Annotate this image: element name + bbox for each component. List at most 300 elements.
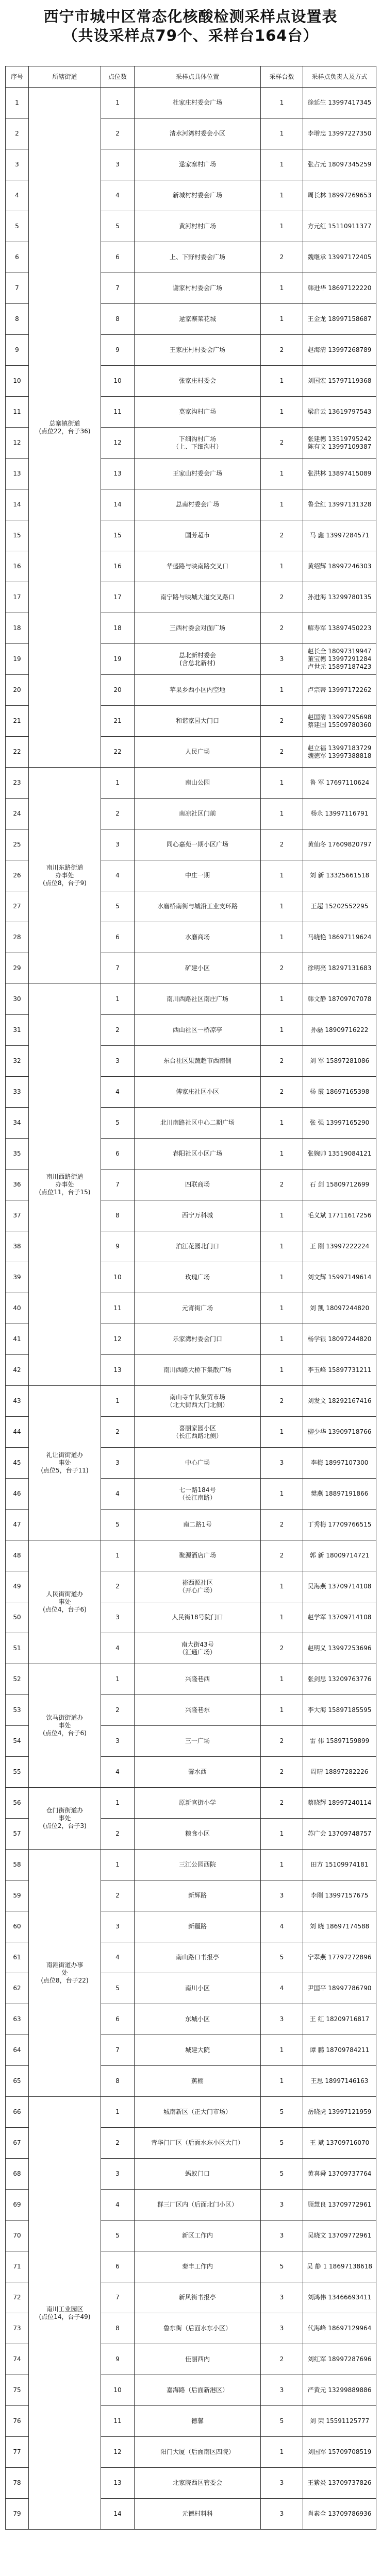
row-station-count: 1 <box>261 1819 303 1850</box>
row-contact: 徐明亮 18297131683 <box>303 953 376 984</box>
row-location: 中庄一期 <box>135 860 261 891</box>
row-contact: 李增忠 13997227350 <box>303 118 376 149</box>
row-contact: 刘鸿伟 13466693411 <box>303 2282 376 2313</box>
row-index: 3 <box>6 149 29 180</box>
row-location: 南二路1号 <box>135 1510 261 1540</box>
row-station-count: 1 <box>261 1850 303 1880</box>
row-index: 34 <box>6 1108 29 1139</box>
row-point-number: 17 <box>101 582 135 613</box>
row-index: 47 <box>6 1510 29 1540</box>
row-station-count: 4 <box>261 1973 303 2004</box>
row-index: 21 <box>6 706 29 737</box>
row-location: 下细沟村广场 （上、下细沟村） <box>135 428 261 459</box>
row-point-number: 3 <box>101 829 135 860</box>
row-contact: 柳少华 13909718766 <box>303 1417 376 1448</box>
street-group-cell: 礼让街街道办 事处 (点位5，台子11) <box>29 1386 101 1540</box>
row-contact: 韩文静 18709707078 <box>303 984 376 1015</box>
street-group-cell: 总寨镇街道 (点位22，台子36) <box>29 88 101 768</box>
row-point-number: 1 <box>101 768 135 799</box>
row-index: 67 <box>6 2128 29 2159</box>
row-station-count: 1 <box>261 768 303 799</box>
row-point-number: 8 <box>101 2066 135 2097</box>
row-location: 鲁东街（后面水东小区） <box>135 2313 261 2344</box>
row-station-count: 1 <box>261 2035 303 2066</box>
row-point-number: 1 <box>101 1664 135 1695</box>
header-index: 序号 <box>6 66 29 88</box>
row-index: 57 <box>6 1819 29 1850</box>
row-station-count: 1 <box>261 273 303 304</box>
title-line-2: （共设采样点79个、采样台164台） <box>62 27 319 44</box>
row-contact: 苏广会 13709748757 <box>303 1819 376 1850</box>
row-station-count: 1 <box>261 551 303 582</box>
row-location: 裕西源社区 （开心广场） <box>135 1571 261 1602</box>
street-group-cell: 人民街街道办 事处 (点位4，台子6) <box>29 1540 101 1664</box>
row-location: 国芳超市 <box>135 520 261 551</box>
row-location: 谢家村村委会广场 <box>135 273 261 304</box>
street-group-cell: 南川西路街道 办事处 (点位11，台子15) <box>29 984 101 1386</box>
row-contact: 刘发文 18292167416 <box>303 1386 376 1417</box>
row-location: 兴隆巷东 <box>135 1695 261 1726</box>
row-index: 70 <box>6 2221 29 2251</box>
row-station-count: 3 <box>261 1448 303 1479</box>
row-station-count: 2 <box>261 1077 303 1108</box>
row-station-count: 3 <box>261 2468 303 2499</box>
row-index: 1 <box>6 88 29 118</box>
row-station-count: 1 <box>261 2437 303 2468</box>
page-title <box>0 7 381 45</box>
row-location: 群三厂区内（后面北门小区） <box>135 2190 261 2221</box>
row-contact: 张婉帅 13519084121 <box>303 1139 376 1170</box>
row-point-number: 2 <box>101 1695 135 1726</box>
row-contact: 刘 新 13325661518 <box>303 860 376 891</box>
row-point-number: 11 <box>101 397 135 428</box>
row-index: 22 <box>6 737 29 768</box>
row-point-number: 6 <box>101 2004 135 2035</box>
row-contact: 吴 静 1 18697138618 <box>303 2251 376 2282</box>
row-index: 74 <box>6 2344 29 2375</box>
row-station-count: 5 <box>261 2251 303 2282</box>
row-station-count: 2 <box>261 582 303 613</box>
row-index: 68 <box>6 2159 29 2190</box>
row-contact: 李玉峰 15897731211 <box>303 1355 376 1386</box>
row-point-number: 4 <box>101 1757 135 1788</box>
row-contact: 肖素全 13709786936 <box>303 2499 376 2530</box>
row-station-count: 2 <box>261 1386 303 1417</box>
row-station-count: 1 <box>261 1695 303 1726</box>
row-point-number: 11 <box>101 2406 135 2437</box>
row-contact: 李梅 18997107300 <box>303 1448 376 1479</box>
row-point-number: 4 <box>101 860 135 891</box>
row-station-count: 1 <box>261 397 303 428</box>
row-index: 63 <box>6 2004 29 2035</box>
row-index: 24 <box>6 799 29 829</box>
row-point-number: 13 <box>101 2468 135 2499</box>
row-station-count: 3 <box>261 2004 303 2035</box>
row-location: 蕉棚 <box>135 2066 261 2097</box>
row-station-count: 2 <box>261 2344 303 2375</box>
row-contact: 顾慧良 13709772961 <box>303 2190 376 2221</box>
table-row <box>6 768 376 799</box>
row-point-number: 7 <box>101 2035 135 2066</box>
row-point-number: 7 <box>101 1170 135 1200</box>
row-station-count: 2 <box>261 242 303 273</box>
row-index: 53 <box>6 1695 29 1726</box>
row-index: 26 <box>6 860 29 891</box>
row-station-count: 2 <box>261 613 303 644</box>
row-point-number: 19 <box>101 644 135 675</box>
row-point-number: 6 <box>101 242 135 273</box>
row-contact: 石 剑 15809712699 <box>303 1170 376 1200</box>
row-point-number: 20 <box>101 675 135 706</box>
row-station-count: 2 <box>261 1510 303 1540</box>
row-location: 同心嘉苑一期小区广场 <box>135 829 261 860</box>
row-index: 23 <box>6 768 29 799</box>
row-index: 51 <box>6 1633 29 1664</box>
row-station-count: 2 <box>261 1170 303 1200</box>
row-contact: 张 强 13997165290 <box>303 1108 376 1139</box>
row-contact: 杨 霞 18697165398 <box>303 1077 376 1108</box>
row-index: 14 <box>6 489 29 520</box>
row-contact: 黄绍辉 18997246303 <box>303 551 376 582</box>
row-location: 粮食小区 <box>135 1819 261 1850</box>
row-location: 青华门厂区（后面水东小区大门） <box>135 2128 261 2159</box>
row-station-count: 1 <box>261 2066 303 2097</box>
row-contact: 黄喜舜 13709737764 <box>303 2159 376 2190</box>
row-location: 南山寺车队集贸市场 （北大街西大门北侧） <box>135 1386 261 1417</box>
row-location: 张家庄村委会 <box>135 366 261 397</box>
row-location: 南川西路大桥下集散广场 <box>135 1355 261 1386</box>
row-contact: 王 斌 13709716070 <box>303 2128 376 2159</box>
row-contact: 王超 15202552295 <box>303 891 376 922</box>
row-location: 乐家湾村委会门口 <box>135 1324 261 1355</box>
row-station-count: 1 <box>261 118 303 149</box>
row-location: 和谐家园大门口 <box>135 706 261 737</box>
row-point-number: 11 <box>101 1293 135 1324</box>
row-point-number: 2 <box>101 1417 135 1448</box>
row-point-number: 2 <box>101 1880 135 1911</box>
row-point-number: 1 <box>101 2097 135 2128</box>
row-contact: 毛义斌 17711617256 <box>303 1200 376 1231</box>
header-street: 所辖街道 <box>29 66 101 88</box>
row-contact: 魏继承 13997172405 <box>303 242 376 273</box>
row-index: 45 <box>6 1448 29 1479</box>
row-location: 水磨桥南街与城沿工业支环路 <box>135 891 261 922</box>
row-station-count: 1 <box>261 1200 303 1231</box>
row-index: 4 <box>6 180 29 211</box>
row-index: 11 <box>6 397 29 428</box>
row-index: 15 <box>6 520 29 551</box>
row-contact: 黄仙冬 17609820797 <box>303 829 376 860</box>
row-contact: 刘文辉 15997149614 <box>303 1262 376 1293</box>
row-station-count: 3 <box>261 644 303 675</box>
header-location: 采样点具体位置 <box>135 66 261 88</box>
row-index: 55 <box>6 1757 29 1788</box>
row-point-number: 4 <box>101 2190 135 2221</box>
row-location: 新风街书报亭 <box>135 2282 261 2313</box>
row-location: 聚源酒店广场 <box>135 1540 261 1571</box>
row-contact: 张剑思 13209763776 <box>303 1664 376 1695</box>
row-location: 人民广场 <box>135 737 261 768</box>
table-row <box>6 984 376 1015</box>
row-location: 西山社区一桥凉亭 <box>135 1015 261 1046</box>
row-point-number: 3 <box>101 2159 135 2190</box>
row-location: 原新官街小学 <box>135 1788 261 1819</box>
row-station-count: 2 <box>261 706 303 737</box>
row-contact: 刘 晓 18697174588 <box>303 1911 376 1942</box>
row-location: 佳丽西内 <box>135 2344 261 2375</box>
row-index: 54 <box>6 1726 29 1757</box>
row-location: 三西村委会对面广场 <box>135 613 261 644</box>
row-location: 傅家庄社区小区 <box>135 1077 261 1108</box>
row-index: 58 <box>6 1850 29 1880</box>
row-index: 31 <box>6 1015 29 1046</box>
row-point-number: 14 <box>101 489 135 520</box>
row-station-count: 3 <box>261 2282 303 2313</box>
row-index: 18 <box>6 613 29 644</box>
row-index: 66 <box>6 2097 29 2128</box>
row-location: 东城小区 <box>135 2004 261 2035</box>
row-contact: 张占元 18097345259 <box>303 149 376 180</box>
row-index: 39 <box>6 1262 29 1293</box>
row-index: 73 <box>6 2313 29 2344</box>
row-point-number: 1 <box>101 984 135 1015</box>
row-location: 馨水西 <box>135 1757 261 1788</box>
row-point-number: 1 <box>101 1788 135 1819</box>
row-point-number: 1 <box>101 1540 135 1571</box>
table-row <box>6 1664 376 1695</box>
row-point-number: 4 <box>101 1479 135 1510</box>
row-point-number: 7 <box>101 953 135 984</box>
row-station-count: 3 <box>261 1880 303 1911</box>
row-station-count: 1 <box>261 1664 303 1695</box>
row-point-number: 9 <box>101 2344 135 2375</box>
row-index: 49 <box>6 1571 29 1602</box>
row-point-number: 1 <box>101 88 135 118</box>
row-index: 20 <box>6 675 29 706</box>
row-location: 南凉社区门前 <box>135 799 261 829</box>
row-index: 48 <box>6 1540 29 1571</box>
header-station-count: 采样台数 <box>261 66 303 88</box>
row-station-count: 1 <box>261 211 303 242</box>
row-station-count: 4 <box>261 1911 303 1942</box>
table-row <box>6 88 376 118</box>
row-contact: 樊燕 18897191866 <box>303 1479 376 1510</box>
row-location: 泊江花园北门口 <box>135 1231 261 1262</box>
row-station-count: 1 <box>261 459 303 489</box>
row-contact: 张洪林 13897415089 <box>303 459 376 489</box>
row-index: 52 <box>6 1664 29 1695</box>
row-station-count: 3 <box>261 2221 303 2251</box>
row-location: 三一广场 <box>135 1726 261 1757</box>
row-point-number: 9 <box>101 335 135 366</box>
row-index: 8 <box>6 304 29 335</box>
row-location: 矿建小区 <box>135 953 261 984</box>
row-index: 10 <box>6 366 29 397</box>
row-point-number: 2 <box>101 118 135 149</box>
row-index: 19 <box>6 644 29 675</box>
row-index: 42 <box>6 1355 29 1386</box>
table-row <box>6 1386 376 1417</box>
row-location: 南川小区 <box>135 1973 261 2004</box>
row-location: 逯家寨村广场 <box>135 149 261 180</box>
row-station-count: 2 <box>261 1757 303 1788</box>
row-contact: 王金龙 18997158687 <box>303 304 376 335</box>
row-point-number: 10 <box>101 366 135 397</box>
row-location: 蚂蚁门口 <box>135 2159 261 2190</box>
row-contact: 韩进华 18697122220 <box>303 273 376 304</box>
row-point-number: 5 <box>101 891 135 922</box>
row-location: 中心广场 <box>135 1448 261 1479</box>
row-location: 四联商场 <box>135 1170 261 1200</box>
row-point-number: 1 <box>101 1850 135 1880</box>
row-station-count: 1 <box>261 88 303 118</box>
row-index: 9 <box>6 335 29 366</box>
row-point-number: 6 <box>101 1139 135 1170</box>
row-index: 56 <box>6 1788 29 1819</box>
row-index: 60 <box>6 1911 29 1942</box>
row-point-number: 15 <box>101 520 135 551</box>
row-contact: 鲁全红 13997131328 <box>303 489 376 520</box>
row-contact: 岳晓虎 13997121959 <box>303 2097 376 2128</box>
row-contact: 方元红 15110911377 <box>303 211 376 242</box>
table-row <box>6 1540 376 1571</box>
row-station-count: 3 <box>261 2375 303 2406</box>
row-location: 新疆路 <box>135 1911 261 1942</box>
row-station-count: 2 <box>261 1046 303 1077</box>
header-point-count: 点位数 <box>101 66 135 88</box>
row-location: 华盛路与映南路交叉口 <box>135 551 261 582</box>
row-index: 65 <box>6 2066 29 2097</box>
row-point-number: 21 <box>101 706 135 737</box>
row-contact: 赵海清 13997268789 <box>303 335 376 366</box>
table-row <box>6 1788 376 1819</box>
street-group-cell: 仓门街街道办 事处 (点位2，台子3) <box>29 1788 101 1850</box>
row-point-number: 1 <box>101 1386 135 1417</box>
row-contact: 李刚 13997157675 <box>303 1880 376 1911</box>
row-location: 西宁万科城 <box>135 1200 261 1231</box>
row-contact: 孙进海 13299780135 <box>303 582 376 613</box>
row-point-number: 4 <box>101 180 135 211</box>
row-location: 新城村村委会广场 <box>135 180 261 211</box>
row-location: 苹果乡西小区内空地 <box>135 675 261 706</box>
row-location: 北家院西区管委会 <box>135 2468 261 2499</box>
row-index: 40 <box>6 1293 29 1324</box>
row-contact: 赵明义 13997253696 <box>303 1633 376 1664</box>
row-contact: 郭 新 18009714721 <box>303 1540 376 1571</box>
row-contact: 尹国平 18997786790 <box>303 1973 376 2004</box>
row-station-count: 2 <box>261 1788 303 1819</box>
row-index: 28 <box>6 922 29 953</box>
row-location: 阳门大厦（后面南区四院） <box>135 2437 261 2468</box>
row-index: 71 <box>6 2251 29 2282</box>
row-index: 29 <box>6 953 29 984</box>
row-index: 35 <box>6 1139 29 1170</box>
row-point-number: 13 <box>101 459 135 489</box>
row-location: 逯家寨菜花城 <box>135 304 261 335</box>
row-station-count: 1 <box>261 922 303 953</box>
row-index: 25 <box>6 829 29 860</box>
row-contact: 刘红军 18997287696 <box>303 2344 376 2375</box>
row-station-count: 5 <box>261 2406 303 2437</box>
row-index: 6 <box>6 242 29 273</box>
row-location: 德馨 <box>135 2406 261 2437</box>
row-station-count: 1 <box>261 1602 303 1633</box>
row-station-count: 1 <box>261 1417 303 1448</box>
row-point-number: 12 <box>101 2437 135 2468</box>
row-point-number: 6 <box>101 2251 135 2282</box>
row-index: 16 <box>6 551 29 582</box>
row-point-number: 5 <box>101 1108 135 1139</box>
row-contact: 蔡晓辉 18997240114 <box>303 1788 376 1819</box>
row-location: 北川南路社区中心二期广场 <box>135 1108 261 1139</box>
row-point-number: 4 <box>101 1942 135 1973</box>
row-contact: 鲁 军 17697110624 <box>303 768 376 799</box>
row-location: 新辉路 <box>135 1880 261 1911</box>
row-location: 东台社区果蔬超市西南侧 <box>135 1046 261 1077</box>
row-station-count: 2 <box>261 1633 303 1664</box>
row-index: 41 <box>6 1324 29 1355</box>
row-location: 莫家沟村广场 <box>135 397 261 428</box>
row-station-count: 1 <box>261 1108 303 1139</box>
row-point-number: 5 <box>101 1973 135 2004</box>
row-station-count: 1 <box>261 1355 303 1386</box>
row-contact: 宁翠燕 17797272896 <box>303 1942 376 1973</box>
row-contact: 田方 15109974181 <box>303 1850 376 1880</box>
row-location: 嘉海路（后面新港区） <box>135 2375 261 2406</box>
row-index: 69 <box>6 2190 29 2221</box>
row-location: 上、下野村委会广场 <box>135 242 261 273</box>
row-location: 清水河湾村委会小区 <box>135 118 261 149</box>
row-point-number: 3 <box>101 1911 135 1942</box>
table-header-row <box>6 66 376 88</box>
row-station-count: 2 <box>261 829 303 860</box>
row-index: 17 <box>6 582 29 613</box>
row-index: 46 <box>6 1479 29 1510</box>
row-station-count: 2 <box>261 953 303 984</box>
row-contact: 赵长全 18097319947 董宝德 13997291284 卢世元 15897187423 <box>303 644 376 675</box>
row-contact: 张建德 13519795242 陈有文 13997109387 <box>303 428 376 459</box>
row-location: 杜家庄村委会广场 <box>135 88 261 118</box>
row-point-number: 4 <box>101 1633 135 1664</box>
row-point-number: 3 <box>101 1046 135 1077</box>
row-station-count: 1 <box>261 1293 303 1324</box>
row-station-count: 2 <box>261 335 303 366</box>
row-contact: 周晴 18897282226 <box>303 1757 376 1788</box>
row-location: 人民街18号院门口 <box>135 1602 261 1633</box>
row-station-count: 1 <box>261 1231 303 1262</box>
row-point-number: 4 <box>101 1077 135 1108</box>
row-contact: 吴晓文 13709772961 <box>303 2221 376 2251</box>
row-station-count: 1 <box>261 180 303 211</box>
row-point-number: 7 <box>101 273 135 304</box>
row-location: 王家庄村村委会广场 <box>135 335 261 366</box>
row-index: 7 <box>6 273 29 304</box>
row-point-number: 3 <box>101 149 135 180</box>
row-point-number: 3 <box>101 1448 135 1479</box>
row-index: 36 <box>6 1170 29 1200</box>
row-point-number: 10 <box>101 1262 135 1293</box>
row-index: 44 <box>6 1417 29 1448</box>
row-point-number: 6 <box>101 922 135 953</box>
row-station-count: 1 <box>261 366 303 397</box>
row-station-count: 1 <box>261 304 303 335</box>
row-point-number: 5 <box>101 211 135 242</box>
row-location: 总北新村委会 (含总北新村) <box>135 644 261 675</box>
row-point-number: 8 <box>101 1200 135 1231</box>
header-contact: 采样点负责人及方式 <box>303 66 376 88</box>
row-index: 50 <box>6 1602 29 1633</box>
row-point-number: 3 <box>101 1602 135 1633</box>
